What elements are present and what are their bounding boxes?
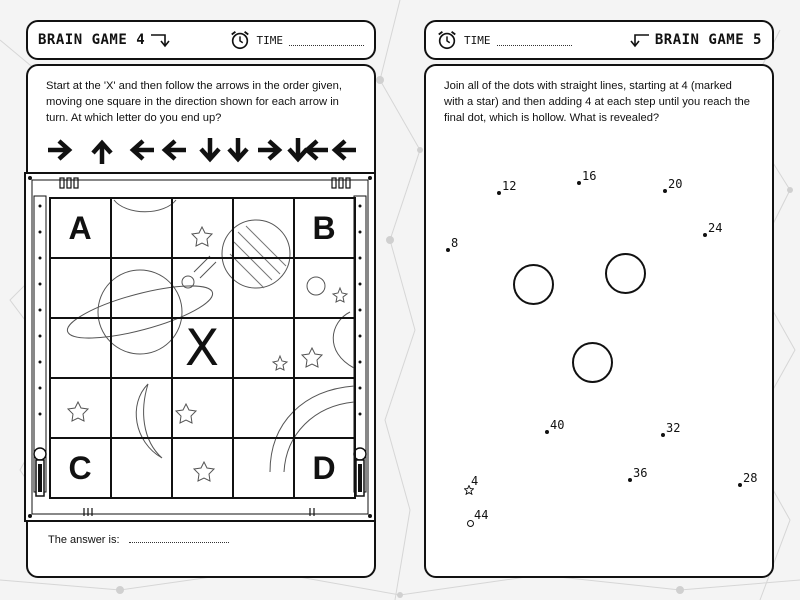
dot-label-4: 4 bbox=[471, 474, 479, 488]
arrow-right-icon bbox=[258, 141, 279, 159]
time-entry-line[interactable] bbox=[497, 35, 572, 46]
right-header bbox=[424, 20, 774, 60]
grid-letter-b: B bbox=[312, 209, 336, 246]
start-x-mark: X bbox=[184, 319, 220, 377]
alarm-clock-icon bbox=[229, 29, 251, 51]
dot-label-24: 24 bbox=[708, 221, 723, 235]
arrow-down-icon bbox=[289, 138, 307, 159]
arrow-left-icon bbox=[335, 141, 356, 159]
dot-28 bbox=[738, 483, 742, 487]
arrow-down-icon bbox=[201, 138, 219, 159]
dot-label-44: 44 bbox=[474, 508, 489, 522]
dot-label-40: 40 bbox=[550, 418, 565, 432]
dot-label-32: 32 bbox=[666, 421, 681, 435]
brain-game-5-instructions: Join all of the dots with straight lines, starting at 4 (marked with a star) and then adding 4 at each step until you reach the final dot, which is hollow. What is revealed? bbox=[444, 80, 750, 124]
left-header bbox=[26, 20, 376, 60]
answer-label: The answer is: bbox=[48, 534, 120, 546]
dot-label-12: 12 bbox=[502, 179, 517, 193]
large-circle bbox=[605, 253, 646, 294]
alarm-clock-icon bbox=[436, 29, 458, 51]
arrow-right-icon bbox=[48, 141, 69, 159]
dot-label-36: 36 bbox=[633, 466, 648, 480]
dot-label-16: 16 bbox=[582, 169, 597, 183]
answer-entry-line[interactable] bbox=[129, 532, 229, 543]
time-label: TIME bbox=[464, 33, 491, 47]
dot-label-20: 20 bbox=[668, 177, 683, 191]
arrow-down-right-icon bbox=[149, 31, 171, 49]
right-panel bbox=[424, 64, 774, 578]
dot-12 bbox=[497, 191, 501, 195]
arrow-up-icon bbox=[93, 143, 111, 164]
dot-36 bbox=[628, 478, 632, 482]
dot-24 bbox=[703, 233, 707, 237]
time-entry-line[interactable] bbox=[289, 35, 364, 46]
dot-32 bbox=[661, 433, 665, 437]
arrow-left-icon bbox=[307, 141, 328, 159]
brain-game-4-title: BRAIN GAME 4 bbox=[38, 32, 146, 48]
dot-label-28: 28 bbox=[743, 471, 758, 485]
dot-label-8: 8 bbox=[451, 236, 459, 250]
time-label: TIME bbox=[256, 33, 283, 47]
dot-16 bbox=[577, 181, 581, 185]
grid-letter-d: D bbox=[312, 449, 336, 486]
arrow-down-icon bbox=[229, 138, 247, 159]
dot-20 bbox=[663, 189, 667, 193]
answer-row bbox=[48, 532, 229, 546]
dot-8 bbox=[446, 248, 450, 252]
arrow-left-icon bbox=[165, 141, 186, 159]
arrow-down-left-icon bbox=[629, 31, 651, 49]
arrow-left-icon bbox=[133, 141, 154, 159]
large-circle bbox=[572, 342, 613, 383]
dot-40 bbox=[545, 430, 549, 434]
brain-game-4-instructions: Start at the 'X' and then follow the arrows in the order given, moving one square in the direction shown for each arrow in turn. At which letter do you end up? bbox=[46, 80, 342, 124]
space-grid-puzzle bbox=[24, 172, 376, 522]
arrow-sequence bbox=[46, 135, 356, 165]
dot-44-hollow bbox=[467, 520, 474, 527]
grid-letter-a: A bbox=[68, 209, 92, 246]
brain-game-5-title: BRAIN GAME 5 bbox=[654, 32, 762, 48]
large-circle bbox=[513, 264, 554, 305]
grid-letter-c: C bbox=[68, 449, 92, 486]
